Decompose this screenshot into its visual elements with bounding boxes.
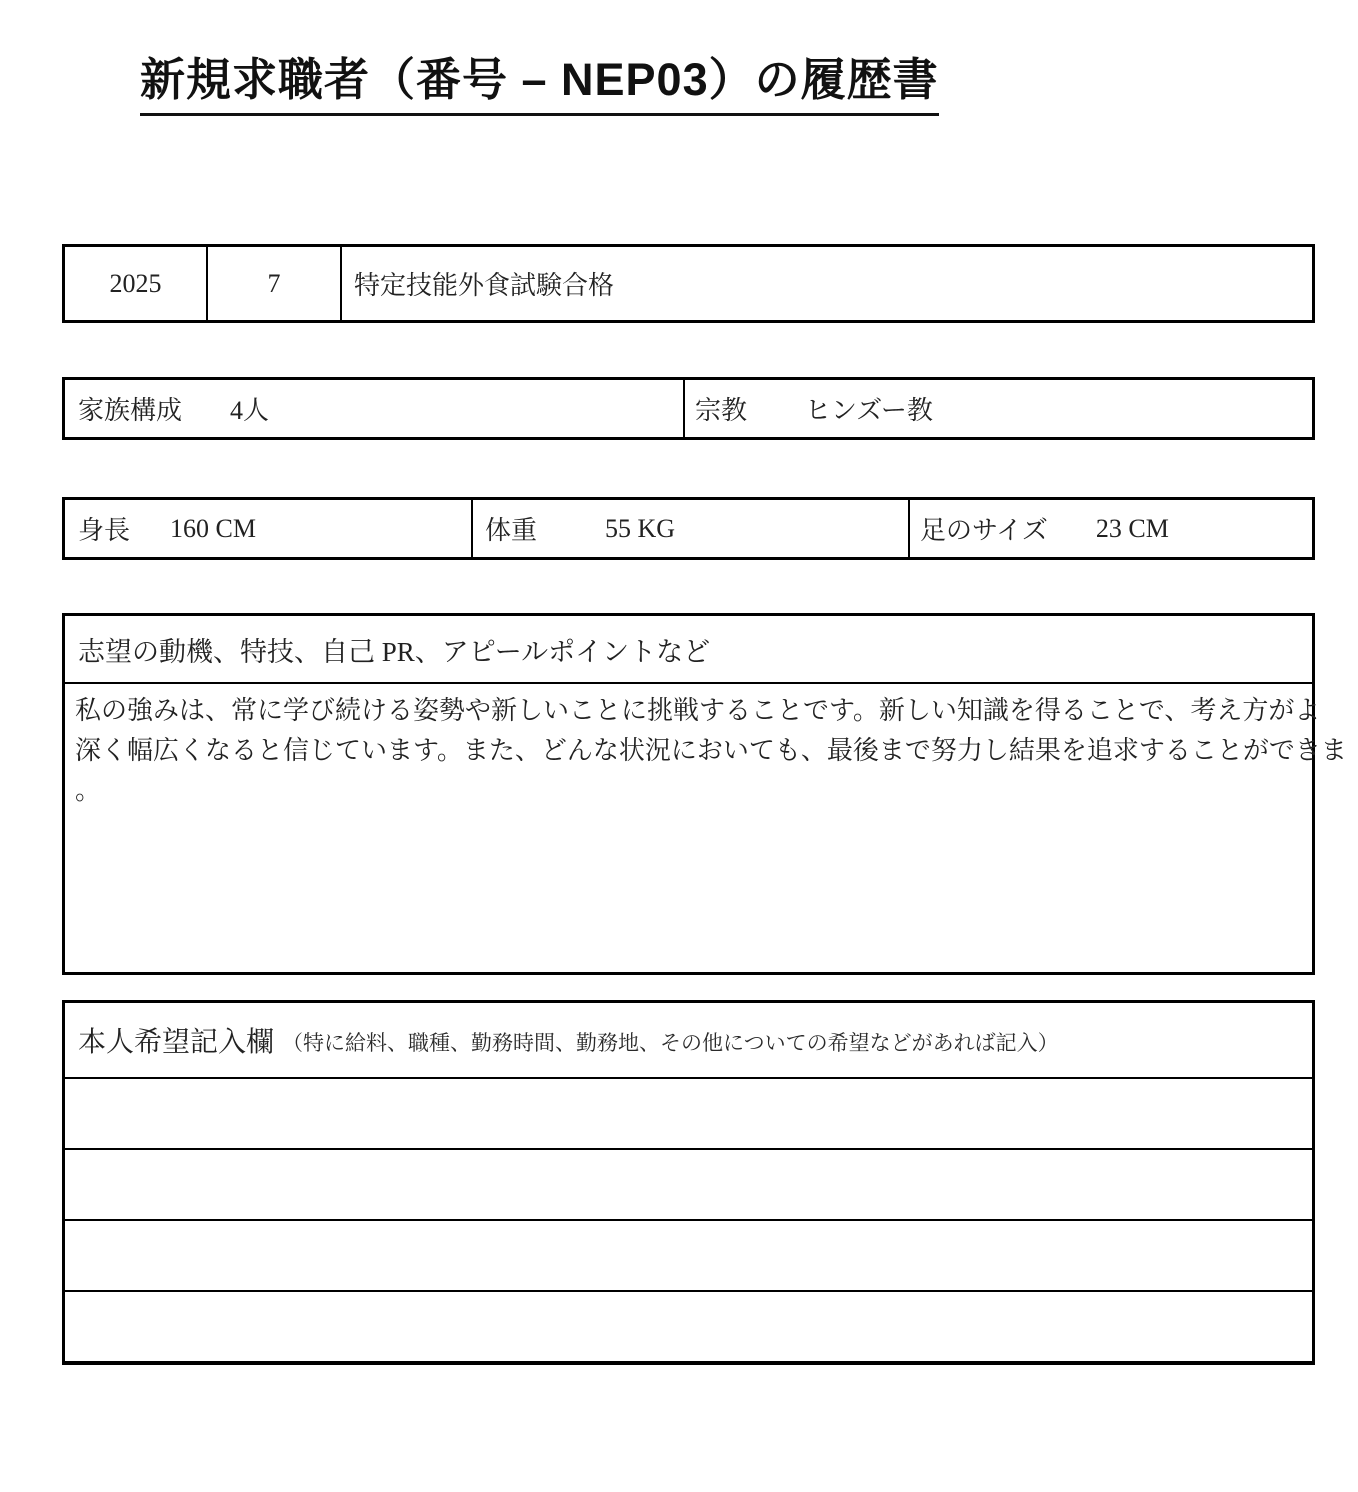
height-value: 160 CM [170, 513, 256, 543]
family-cell [65, 380, 683, 437]
wishes-section [62, 1000, 1315, 1365]
weight-value: 55 KG [605, 513, 676, 543]
page-title: 新規求職者（番号 – NEP03）の履歴書 [140, 52, 939, 116]
height-label: 身長 [78, 516, 131, 545]
motivation-header: 志望の動機、特技、自己 PR、アピールポイントなど [65, 616, 1312, 684]
motivation-line: 深く幅広くなると信じています。また、どんな状況においても、最後まで努力し結果を追求することができま [75, 736, 1347, 765]
wishes-empty-row [65, 1221, 1312, 1292]
wishes-title: 本人希望記入欄 [78, 1027, 275, 1058]
qualification-description-cell: 特定技能外食試験合格 [340, 247, 1312, 320]
qualification-month-cell: 7 [206, 247, 340, 320]
wishes-note: （特に給料、職種、勤務時間、勤務地、その他についての希望などがあれば記入） [282, 1031, 1059, 1055]
wishes-header [65, 1003, 1312, 1079]
foot-size-cell [908, 500, 1312, 557]
foot-size-value: 23 CM [1095, 513, 1169, 543]
foot-size-label: 足のサイズ [920, 516, 1048, 545]
family-label: 家族構成 [78, 396, 183, 425]
motivation-body [65, 684, 1347, 811]
qualification-table [62, 244, 1315, 323]
wishes-empty-row [65, 1079, 1312, 1150]
motivation-line: 。 [75, 776, 102, 805]
weight-cell [471, 500, 908, 557]
religion-cell [683, 380, 1312, 437]
wishes-empty-row [65, 1292, 1312, 1361]
family-religion-table [62, 377, 1315, 440]
wishes-empty-row [65, 1150, 1312, 1221]
physical-table [62, 497, 1315, 560]
height-cell [65, 500, 471, 557]
religion-value: ヒンズー教 [805, 396, 933, 425]
family-value: 4人 [230, 396, 270, 425]
qualification-year-cell: 2025 [109, 268, 162, 298]
motivation-section [62, 613, 1347, 975]
motivation-line: 私の強みは、常に学び続ける姿勢や新しいことに挑戦することです。新しい知識を得ることで、考え方がよ [75, 696, 1321, 725]
weight-label: 体重 [485, 516, 538, 545]
religion-label: 宗教 [695, 396, 748, 425]
